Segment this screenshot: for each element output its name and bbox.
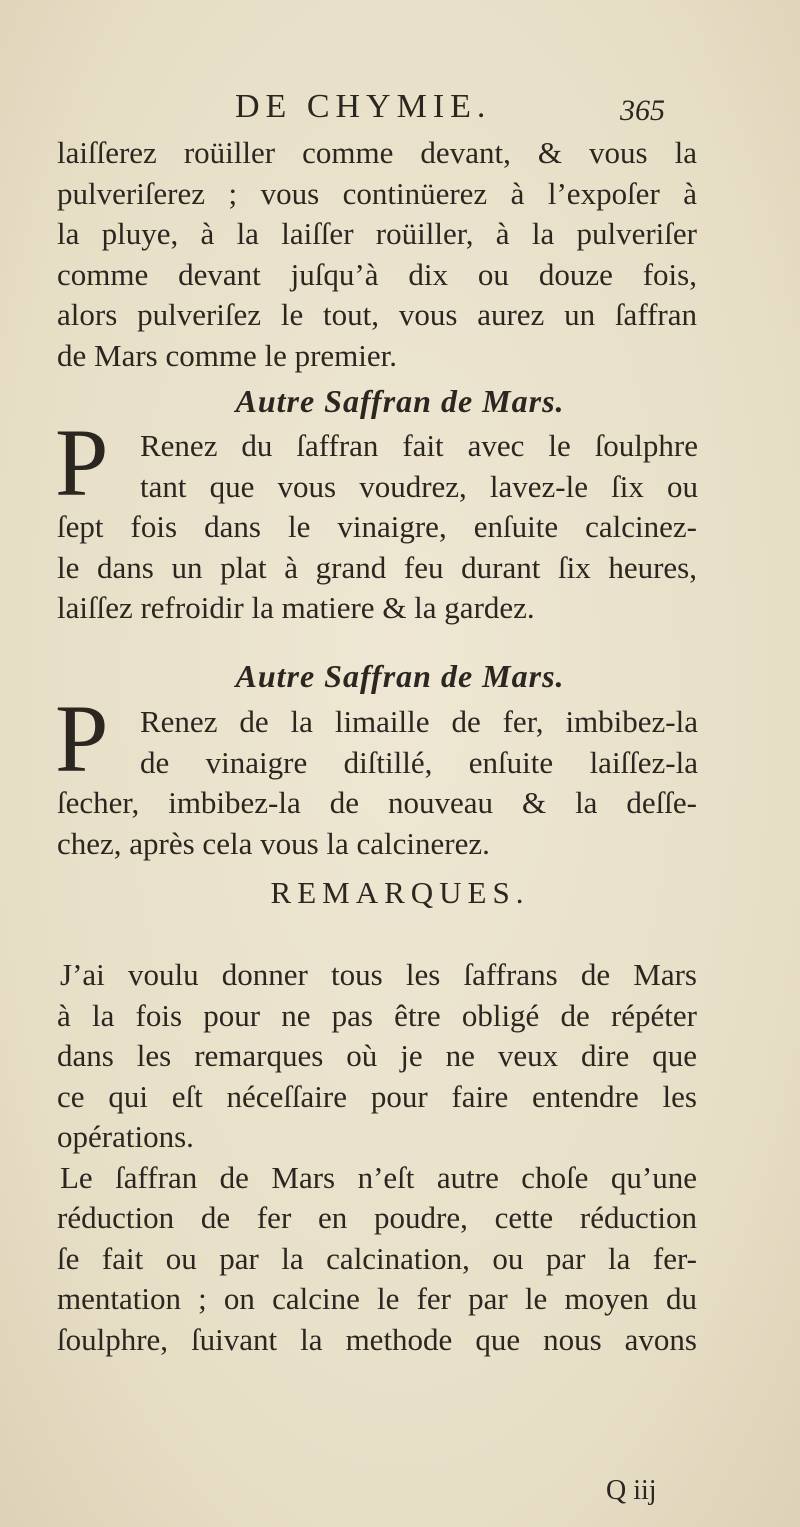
text-line: ſe fait ou par la calcination, ou par la fer- [57,1240,697,1276]
text-line: laiſſez refroidir la matiere & la gardez. [57,590,535,625]
section-heading: Autre Saffran de Mars. [235,383,565,419]
text-line: dans les remarques où je ne veux dire que [57,1038,697,1073]
text-line: J’ai voulu donner tous les ſaffrans de Mars [60,957,697,992]
text-line: ſept fois dans le vinaigre, enſuite calcinez- [57,509,697,544]
text-line: réduction de fer en poudre, cette réduction [57,1200,697,1235]
text-line: de vinaigre diſtillé, enſuite laiſſez-la [140,744,698,780]
text-line: tant que vous voudrez, lavez-le ſix ou [140,468,698,504]
section-heading: Autre Saffran de Mars. [235,658,565,694]
drop-cap: P [55,409,109,516]
text-line: pulveriſerez ; vous continüerez à l’expoſer à [57,175,697,211]
text-line: Le ſaffran de Mars n’eſt autre choſe qu’une [60,1159,697,1195]
text-line: Renez du ſaffran fait avec le ſoulphre [140,428,698,463]
text-line: ſecher, imbibez-la de nouveau & la deſſe- [57,785,697,820]
text-line: le dans un plat à grand feu durant ſix heures, [57,549,697,585]
paragraph-body [57,783,697,864]
paragraph-continuation [57,133,697,376]
text-line: ſoulphre, ſuivant la methode que nous avons [57,1321,697,1357]
text-line: à la fois pour ne pas être obligé de répéter [57,997,697,1033]
remarks-body [57,955,697,1360]
text-line: laiſſerez roüiller comme devant, & vous la [57,135,697,170]
text-line: mentation ; on calcine le fer par le moyen du [57,1281,697,1316]
paragraph-opening [140,702,698,783]
text-line: alors pulveriſez le tout, vous aurez un ſaffran [57,297,697,332]
page-number: 365 [620,94,665,127]
page-header [0,88,800,132]
text-line: la pluye, à la laiſſer roüiller, à la pulveriſer [57,216,697,251]
signature-mark: Q iij [606,1475,657,1506]
text-line: comme devant juſqu’à dix ou douze fois, [57,256,697,292]
paragraph-body [57,507,697,629]
remarks-heading: REMARQUES. [270,875,530,910]
text-line: chez, après cela vous la calcinerez. [57,825,490,861]
running-title: DE CHYMIE. [235,88,492,125]
text-line: opérations. [57,1119,194,1154]
paragraph-opening [140,426,698,507]
drop-cap: P [55,685,109,792]
text-line: ce qui eſt néceſſaire pour faire entendre les [57,1078,697,1114]
text-line: de Mars comme le premier. [57,337,398,373]
text-line: Renez de la limaille de fer, imbibez-la [140,704,698,739]
